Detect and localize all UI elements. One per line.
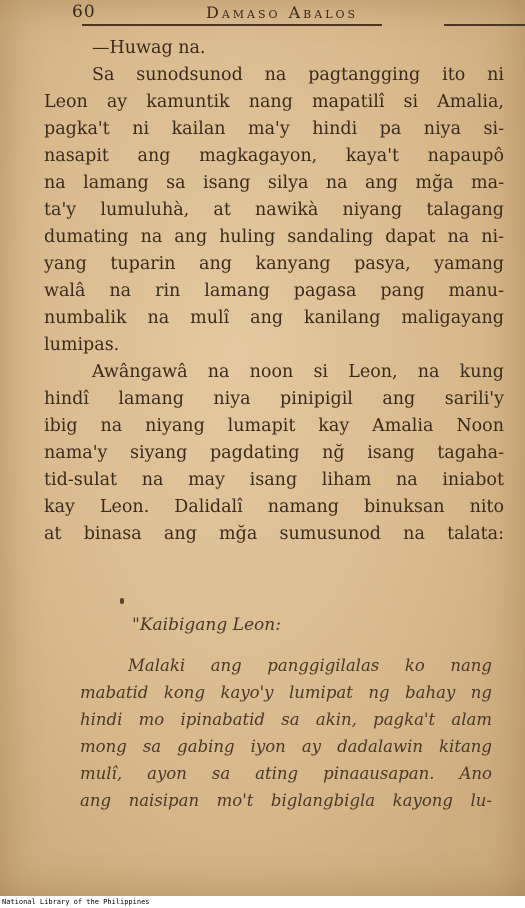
text-line: tid-sulat na may isang liham na iniabot xyxy=(44,470,504,490)
library-credit: National Library of the Philippines xyxy=(2,898,150,906)
body-text xyxy=(44,35,504,548)
header-rule-right xyxy=(444,24,525,26)
text-line: Awângawâ na noon si Leon, na kung xyxy=(92,362,504,382)
letter-text xyxy=(80,612,492,814)
text-line: Sa sunodsunod na pagtangging ito ni xyxy=(92,65,504,85)
text-line: kay Leon. Dalidalî namang binuksan nito xyxy=(44,497,504,517)
letter-line: mulî, ayon sa ating pinaausapan. Ano xyxy=(80,764,492,783)
letter-salutation: "Kaibigang Leon: xyxy=(132,615,281,635)
text-line: numbalik na mulî ang kanilang maligayang xyxy=(44,308,504,328)
text-line: Leon ay kamuntik nang mapatilî si Amalia, xyxy=(44,92,504,112)
page-number: 60 xyxy=(72,2,96,22)
text-line: nama'y siyang pagdating nğ isang tagaha- xyxy=(44,443,504,463)
text-line: yang tuparin ang kanyang pasya, yamang xyxy=(44,254,504,274)
text-line: dumating na ang huling sandaling dapat na ni- xyxy=(44,227,504,247)
letter-line: mabatid kong kayo'y lumipat ng bahay ng xyxy=(80,683,492,702)
running-head: Damaso Abalos xyxy=(206,3,359,22)
text-line: ibig na niyang lumapit kay Amalia Noon xyxy=(44,416,504,436)
ink-speck xyxy=(120,598,124,604)
header-rule-left xyxy=(82,24,382,26)
text-line: ta'y lumuluhà, at nawikà niyang talagang xyxy=(44,200,504,220)
text-line: at binasa ang mğa sumusunod na talata: xyxy=(44,524,504,544)
text-line: na lamang sa isang silya na ang mğa ma- xyxy=(44,173,504,193)
letter-line: ang naisipan mo't biglangbigla kayong lu- xyxy=(80,791,492,810)
letter-line: mong sa gabing iyon ay dadalawin kitang xyxy=(80,737,492,756)
footer-strip xyxy=(0,896,525,908)
text-line: pagka't ni kailan ma'y hindi pa niya si- xyxy=(44,119,504,139)
letter-line: Malaki ang panggigilalas ko nang xyxy=(128,656,492,675)
text-line: nasapit ang magkagayon, kaya't napaupô xyxy=(44,146,504,166)
text-line: hindî lamang niya pinipigil ang sarili'y xyxy=(44,389,504,409)
letter-line: hindi mo ipinabatid sa akin, pagka't alam xyxy=(80,710,492,729)
text-line: walâ na rin lamang pagasa pang manu- xyxy=(44,281,504,301)
page-header xyxy=(56,2,516,24)
text-line: lumipas. xyxy=(44,335,120,355)
text-line: —Huwag na. xyxy=(92,38,206,58)
